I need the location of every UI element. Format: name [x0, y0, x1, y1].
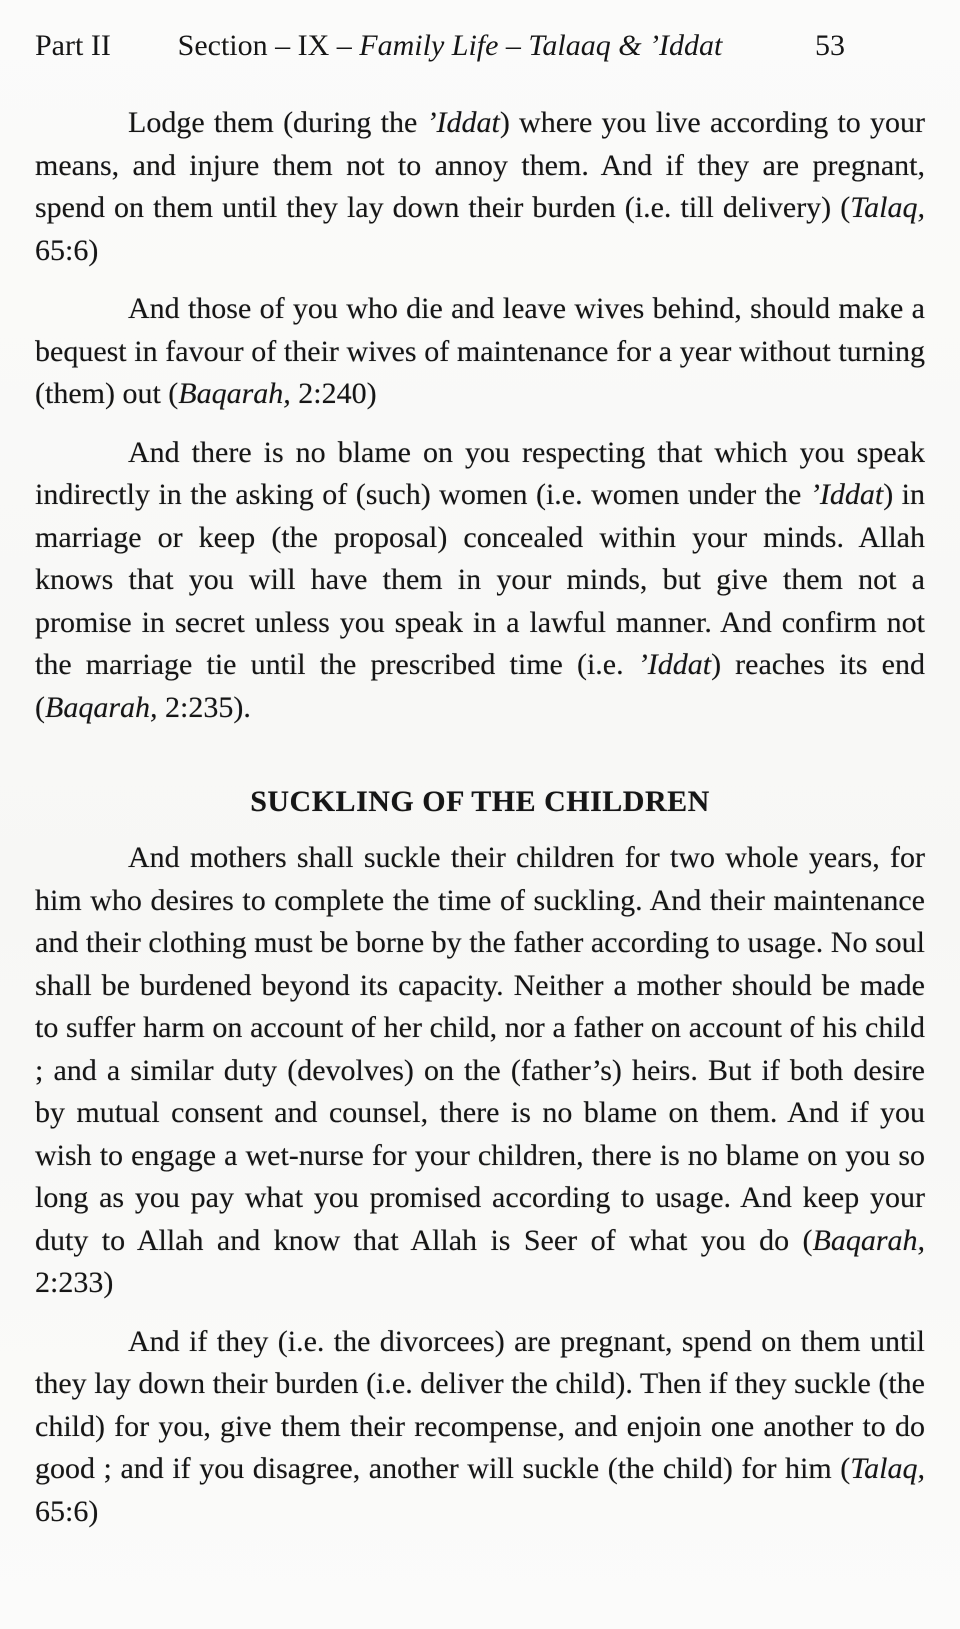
italic-text-run: ’Iddat — [809, 478, 884, 511]
text-run: 2:235). — [157, 690, 251, 724]
text-run: 2:240) — [290, 377, 377, 410]
paragraph — [35, 1321, 925, 1534]
page-content — [35, 102, 925, 1533]
italic-text-run: Talaq, — [850, 1452, 925, 1485]
text-run: And there is no blame on you respecting that which you speak indirectly in the asking of (such) women (i.e. women under the — [35, 435, 925, 511]
text-run: ) reaches its end ( — [35, 648, 925, 724]
header-section-title-italic: Family Life – Talaaq & ’Iddat — [359, 29, 723, 62]
paragraph — [35, 288, 925, 416]
page-header — [35, 28, 925, 66]
text-run: And those of you who die and leave wives behind, should make a bequest in favour of their wives of maintenance for a year without turning (them) out ( — [35, 292, 925, 410]
section-heading: SUCKLING OF THE CHILDREN — [250, 785, 710, 818]
header-section-title — [35, 28, 865, 64]
paragraph — [35, 102, 925, 272]
header-section-prefix: Section – IX – — [177, 29, 360, 62]
text-run: And if they (i.e. the divorcees) are pregnant, spend on them until they lay down their burden (i.e. deliver the child). Then if they suckle (the child) for you, give them their recompense, and enjoin one another to do good ; and if you disagree, another will suckle (the child) for him ( — [35, 1324, 925, 1485]
italic-text-run: Baqarah, — [45, 690, 158, 724]
text-run: And mothers shall suckle their children for two whole years, for him who desires to complete the time of suckling. And their maintenance and their clothing must be borne by the father according to usage. No soul shall be burdened beyond its capacity. Neither a mother should be made to suffer harm on account of her child, nor a father on account of his child ; and a similar duty (devolves) on the (father’s) heirs. But if both desire by mutual consent and counsel, there is no blame on them. And if you wish to engage a wet-nurse for your children, there is no blame on you so long as you pay what you promised according to usage. And keep your duty to Allah and know that Allah is Seer of what you do ( — [35, 841, 925, 1257]
page-number: 53 — [815, 29, 845, 62]
paragraph — [35, 432, 925, 730]
italic-text-run: Talaq, — [850, 191, 925, 224]
text-run: Lodge them (during the — [128, 106, 427, 139]
italic-text-run: ’Iddat — [426, 106, 500, 139]
italic-text-run: Baqarah, — [812, 1223, 925, 1257]
text-run: 65:6) — [35, 233, 99, 267]
italic-text-run: ’Iddat — [637, 648, 712, 681]
italic-text-run: Baqarah, — [178, 377, 291, 410]
text-run: ) where you live according to your means, and injure them not to annoy them. And if they are pregnant, spend on them until they lay down their burden (i.e. till delivery) ( — [35, 106, 926, 224]
text-run: 2:233) — [35, 1266, 114, 1299]
header-part-label: Part II — [35, 29, 111, 62]
paragraph — [35, 837, 925, 1305]
text-run: 65:6) — [35, 1494, 99, 1528]
text-run: ) in marriage or keep (the proposal) concealed within your minds. Allah knows that you will have them in your minds, but give them not a promise in secret unless you speak in a lawful manner. And confirm not the marriage tie until the prescribed time (i.e. — [35, 478, 926, 681]
